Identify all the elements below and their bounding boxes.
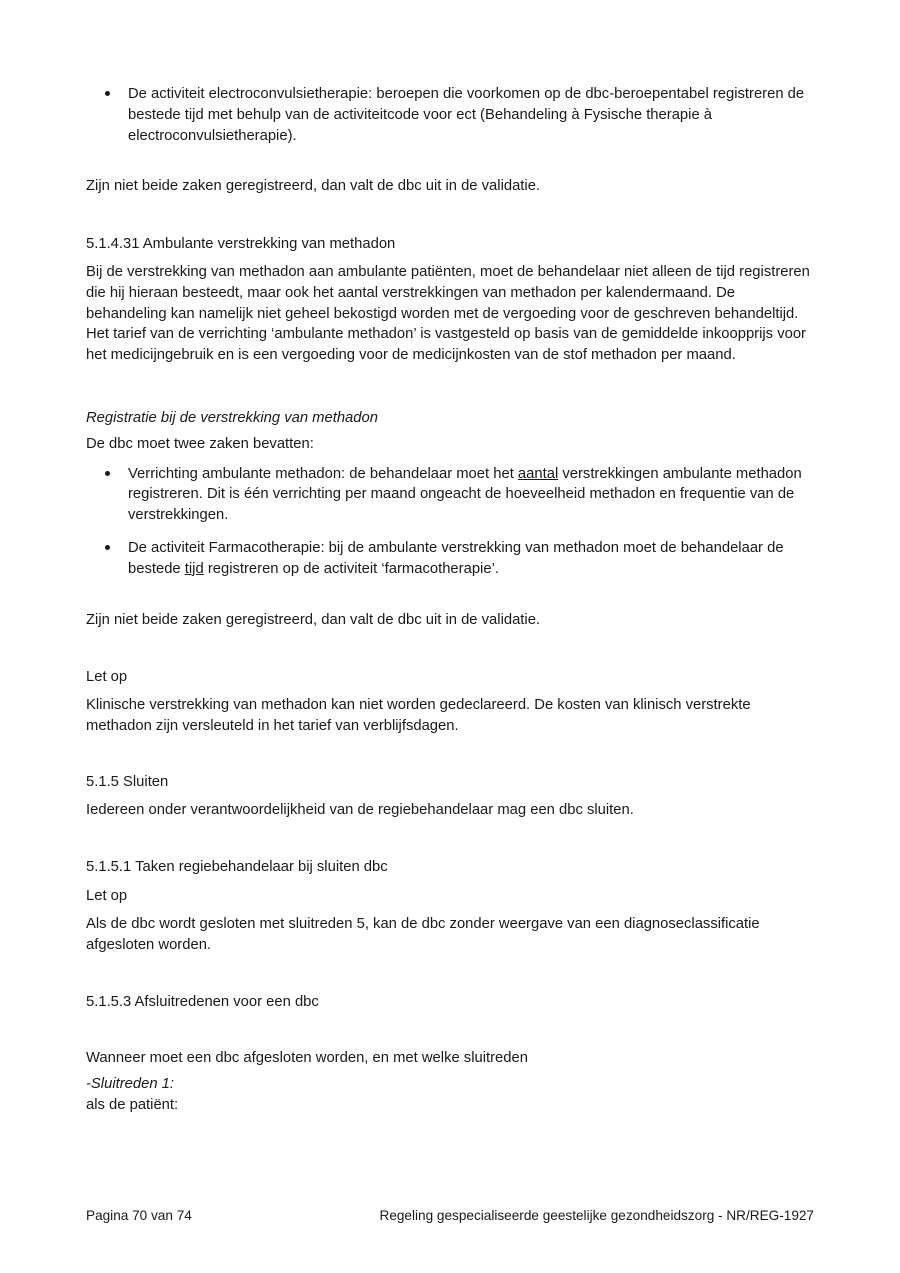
- note-label-methadon: Let op: [86, 669, 128, 686]
- methadon-requirements-list: [86, 464, 814, 580]
- list-item: [86, 84, 814, 146]
- validation-note-methadon: Zijn niet beide zaken geregistreerd, dan valt de dbc uit in de validatie.: [86, 611, 541, 628]
- sluitreden-1-label: -Sluitreden 1:: [86, 1076, 175, 1093]
- page-footer: [86, 1207, 814, 1225]
- patient-line: als de patiënt:: [86, 1096, 179, 1113]
- bullet-icon: [105, 91, 110, 96]
- paragraph-sluiten: Iedereen onder verantwoordelijkheid van de regiebehandelaar mag een dbc sluiten.: [86, 801, 634, 818]
- bullet-text: De activiteit Farmacotherapie: bij de ambulante verstrekking van methadon moet de behandelaar de bestede tijd registreren op de activiteit ‘farmacotherapie’.: [128, 539, 784, 577]
- validation-note-top: Zijn niet beide zaken geregistreerd, dan valt de dbc uit in de validatie.: [86, 178, 541, 195]
- note-text-taken: Als de dbc wordt gesloten met sluitreden 5, kan de dbc zonder weergave van een diagnoseclassificatie afgesloten worden.: [86, 915, 760, 953]
- bullet-icon: [105, 545, 110, 550]
- list-item: [86, 538, 814, 580]
- footer-page-number: Pagina 70 van 74: [86, 1208, 192, 1223]
- bullet-text: De activiteit electroconvulsietherapie: beroepen die voorkomen op de dbc-beroepentabel registreren de bestede tijd met behulp van de activiteitcode voor ect (Behandeling à Fysische therapie à electroconvulsietherapie).: [128, 86, 805, 144]
- section-heading-5-1-4-31: 5.1.4.31 Ambulante verstrekking van methadon: [86, 236, 396, 253]
- bullet-icon: [105, 471, 110, 476]
- top-bullet-list: [86, 84, 814, 146]
- paragraph-requirements-intro: De dbc moet twee zaken bevatten:: [86, 435, 314, 452]
- footer-document-title: Regeling gespecialiseerde geestelijke gezondheidszorg - NR/REG-1927: [379, 1208, 814, 1223]
- paragraph-methadon-intro: Bij de verstrekking van methadon aan ambulante patiënten, moet de behandelaar niet alleen de tijd registreren die hij hieraan besteedt, maar ook het aantal verstrekkingen van methadon per kalendermaand. De behandeling kan namelijk niet geheel bekostigd worden met de vergoeding voor de geschreven behandeltijd. Het tarief van de verrichting ‘ambulante methadon’ is vastgesteld op basis van de gemiddelde inkoopprijs voor het medicijngebruik en is een vergoeding voor de medicijnkosten van de stof methadon per maand.: [86, 263, 810, 364]
- subheading-registratie-methadon: Registratie bij de verstrekking van methadon: [86, 409, 378, 426]
- bullet-text: Verrichting ambulante methadon: de behandelaar moet het aantal verstrekkingen ambulante methadon registreren. Dit is één verrichting per maand ongeacht de hoeveelheid methadon en frequentie van de verstrekkingen.: [128, 465, 802, 524]
- note-text-methadon: Klinische verstrekking van methadon kan niet worden gedeclareerd. De kosten van klinisch verstrekte methadon zijn versleuteld in het tarief van verblijfsdagen.: [86, 697, 751, 734]
- paragraph-wanneer-question: Wanneer moet een dbc afgesloten worden, en met welke sluitreden: [86, 1050, 528, 1067]
- list-item: [86, 464, 814, 526]
- section-heading-5-1-5-1: 5.1.5.1 Taken regiebehandelaar bij sluiten dbc: [86, 859, 388, 876]
- section-heading-5-1-5: 5.1.5 Sluiten: [86, 773, 169, 790]
- section-heading-5-1-5-3: 5.1.5.3 Afsluitredenen voor een dbc: [86, 993, 319, 1010]
- note-label-taken: Let op: [86, 888, 128, 905]
